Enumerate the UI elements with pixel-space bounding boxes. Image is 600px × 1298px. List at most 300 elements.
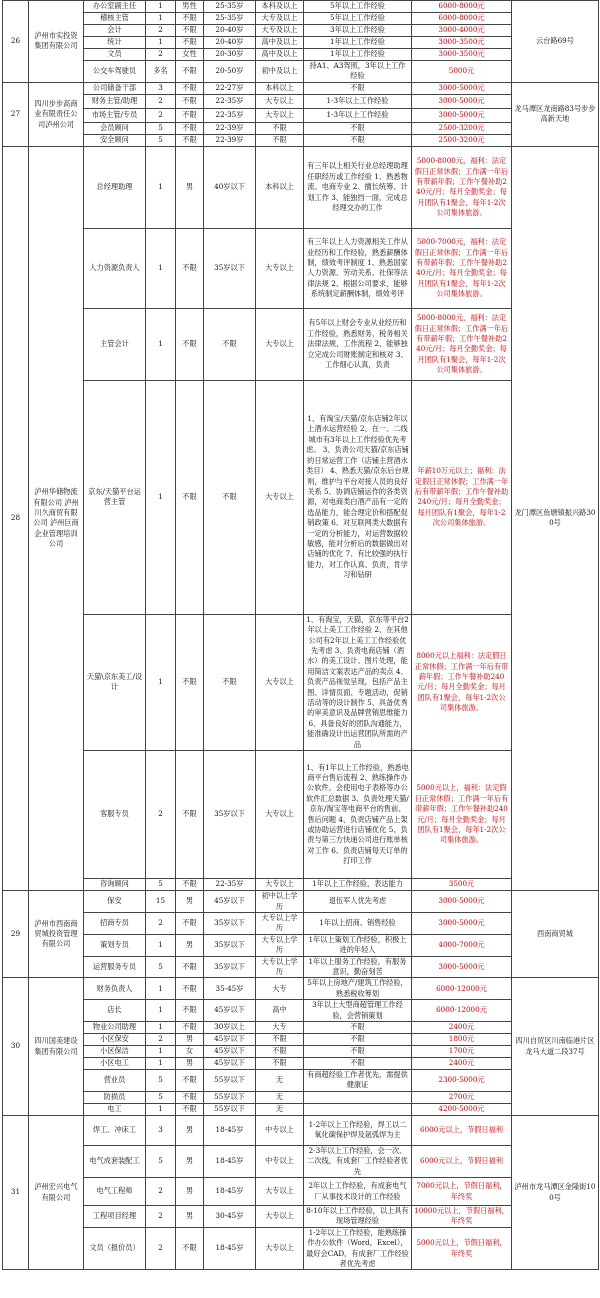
gender-requirement: 不限 <box>176 1091 204 1103</box>
hire-count: 1 <box>146 934 176 956</box>
age-requirement: 20-50岁 <box>204 61 256 83</box>
salary-benefits: 3000-4000元 <box>412 25 512 37</box>
company-name: 泸州市西南商贸城投资管理有限公司 <box>29 891 84 978</box>
salary-benefits: 3000-3500元 <box>412 37 512 49</box>
job-requirement: 退伍军人优先考虑 <box>304 891 412 913</box>
table-row <box>3 82 599 94</box>
company-name: 四川国美建设集团有限公司 <box>29 978 84 1115</box>
salary-benefits: 10000元以上，节假日福利，年终奖 <box>412 1206 512 1228</box>
gender-requirement: 不限 <box>176 94 204 108</box>
job-requirement: 1-2年以上工作经验，焊工以二氧化碳保护焊及氩弧焊为主 <box>304 1115 412 1145</box>
table-row <box>3 228 599 308</box>
salary-benefits: 1800元 <box>412 1033 512 1045</box>
salary-benefits: 8000元以上福利：法定假日正常休假；工作满一年后有带薪年假；工作午餐补助240元/月；每月全勤奖金；每月团队有1聚会，每年1-2次公司集体旅游。 <box>412 614 512 750</box>
table-row <box>3 879 599 891</box>
age-requirement: 22-39岁 <box>204 134 256 146</box>
hire-count: 2 <box>146 25 176 37</box>
job-requirement: 5年以上工作经验 <box>304 1 412 13</box>
job-title: 焊工、冲床工 <box>84 1115 146 1145</box>
salary-benefits: 3000-5000元 <box>412 108 512 122</box>
gender-requirement: 不限 <box>176 308 204 380</box>
table-row <box>3 934 599 956</box>
job-requirement: 3年以上工作经验 <box>304 25 412 37</box>
gender-requirement: 女 <box>176 1045 204 1057</box>
gender-requirement: 不限 <box>176 37 204 49</box>
salary-benefits: 3000-5000元 <box>412 891 512 913</box>
age-requirement: 18-45岁 <box>204 1227 256 1270</box>
job-requirement: 不限 <box>304 82 412 94</box>
job-title: 天猫\京东美工/设计 <box>84 614 146 750</box>
table-row <box>3 978 599 1000</box>
company-address: 龙马潭区龙南路83号步步高新天地 <box>512 82 599 146</box>
education-requirement: 大专以上 <box>256 308 304 380</box>
salary-benefits: 6000-12000元 <box>412 1000 512 1022</box>
salary-benefits: 2400元 <box>412 1057 512 1069</box>
education-requirement: 无 <box>256 1103 304 1115</box>
hire-count: 1 <box>146 1 176 13</box>
job-requirement <box>304 1091 412 1103</box>
company-address: 龙门潭区鱼塘镇振兴路300号 <box>512 146 599 890</box>
table-row <box>3 49 599 61</box>
salary-benefits: 6000-8000元 <box>412 13 512 25</box>
job-requirement: 1-2年以上工作经验，能熟练操作办公软件（Word，Excel），最好会CAD，有成套厂工作经验者优先考虑 <box>304 1227 412 1270</box>
table-row <box>3 134 599 146</box>
hire-count: 2 <box>146 108 176 122</box>
education-requirement: 大专及以上 <box>256 25 304 37</box>
table-row <box>3 1206 599 1228</box>
hire-count: 5 <box>146 134 176 146</box>
job-title: 运营服务专员 <box>84 956 146 978</box>
age-requirement: 30岁以上 <box>204 1021 256 1033</box>
table-row <box>3 37 599 49</box>
gender-requirement: 男 <box>176 1145 204 1177</box>
job-requirement: 1-3年以上工作经验 <box>304 108 412 122</box>
hire-count: 2 <box>146 1227 176 1270</box>
job-requirement: 2年以上工作经验，有成套电气厂从事技术设计的工作经验 <box>304 1178 412 1206</box>
hire-count: 1 <box>146 13 176 25</box>
age-requirement: 55岁以下 <box>204 1103 256 1115</box>
job-title: 人力资源负责人 <box>84 228 146 308</box>
salary-benefits: 年薪10万元以上；福利：法定假日正常休假；工作满一年后有带薪年假；工作午餐补助240元/月；每月全勤奖金；每月团队有1聚会，每年1-2次公司集体旅游。 <box>412 380 512 614</box>
education-requirement: 中专以上 <box>256 1145 304 1177</box>
hire-count: 3 <box>146 1115 176 1145</box>
age-requirement: 30-45岁 <box>204 1206 256 1228</box>
table-row <box>3 122 599 134</box>
job-title: 店长 <box>84 1000 146 1022</box>
company-number: 27 <box>3 82 29 146</box>
education-requirement: 大专以上 <box>256 108 304 122</box>
job-requirement <box>304 1103 412 1115</box>
age-requirement: 35岁以下 <box>204 912 256 934</box>
job-requirement: 1年以上工作经验 <box>304 37 412 49</box>
job-requirement: 1年以上招商、销售经验 <box>304 912 412 934</box>
hire-count: 2 <box>146 1206 176 1228</box>
hire-count: 2 <box>146 1033 176 1045</box>
gender-requirement: 不限 <box>176 956 204 978</box>
job-requirement: 不限 <box>304 134 412 146</box>
education-requirement: 中专以上 <box>256 1115 304 1145</box>
company-name: 泸州市实投资集团有限公司 <box>29 1 84 83</box>
age-requirement: 20-40岁 <box>204 25 256 37</box>
table-row <box>3 61 599 83</box>
company-number: 26 <box>3 1 29 83</box>
gender-requirement: 男 <box>176 146 204 228</box>
salary-benefits: 3000-5000元 <box>412 912 512 934</box>
job-title: 小区保洁 <box>84 1045 146 1057</box>
table-row <box>3 1021 599 1033</box>
education-requirement: 初中以上学历 <box>256 891 304 913</box>
job-title: 保安 <box>84 891 146 913</box>
hire-count: 1 <box>146 380 176 614</box>
gender-requirement: 女性 <box>176 49 204 61</box>
job-title: 策划专员 <box>84 934 146 956</box>
salary-benefits: 2300-5000元 <box>412 1069 512 1091</box>
education-requirement: 大专以上 <box>256 94 304 108</box>
gender-requirement: 男 <box>176 1206 204 1228</box>
gender-requirement: 不限 <box>176 912 204 934</box>
education-requirement: 大专 <box>256 1021 304 1033</box>
hire-count: 1 <box>146 1057 176 1069</box>
age-requirement: 45岁以下 <box>204 1057 256 1069</box>
company-address: 四川自贸区川南临港片区龙马大道二段37号 <box>512 978 599 1115</box>
age-requirement: 22-35岁 <box>204 879 256 891</box>
job-title: 咨询顾问 <box>84 879 146 891</box>
age-requirement: 22-35岁 <box>204 108 256 122</box>
table-row <box>3 614 599 750</box>
job-title: 工程项目经理 <box>84 1206 146 1228</box>
gender-requirement: 不限 <box>176 978 204 1000</box>
gender-requirement: 不限 <box>176 1021 204 1033</box>
job-title: 文员 <box>84 49 146 61</box>
education-requirement: 大专以上 <box>256 879 304 891</box>
salary-benefits: 4000-7000元 <box>412 934 512 956</box>
table-row <box>3 1178 599 1206</box>
age-requirement: 25-35岁 <box>204 1 256 13</box>
age-requirement: 不限 <box>204 308 256 380</box>
gender-requirement: 男 <box>176 1033 204 1045</box>
salary-benefits: 2400元 <box>412 1021 512 1033</box>
job-title: 防损员 <box>84 1091 146 1103</box>
table-row <box>3 25 599 37</box>
hire-count: 5 <box>146 1091 176 1103</box>
job-requirement: 2-3年以上工作经验，会一次、二次线，有成套厂工作经验者优先 <box>304 1145 412 1177</box>
gender-requirement: 不限 <box>176 1000 204 1022</box>
job-requirement: 1年以上工作经验，表达能力 <box>304 879 412 891</box>
age-requirement: 不限 <box>204 380 256 614</box>
job-title: 办公室副主任 <box>84 1 146 13</box>
table-row <box>3 912 599 934</box>
hire-count: 多名 <box>146 61 176 83</box>
job-requirement: 1、有淘宝/天猫/京东店铺2年以上酒水运营经验 2、在一、二线城市有3年以上工作经验优先考虑。 3、负责公司天猫/京东店铺的日常运营工作（店铺主营酒水类目） 4、熟悉天猫/京东后台规则，维护与平台对接人员的良好关系 5、协调店铺运作的各类资源，对电商类白酒产品有一定的选品能力，能合理定价和搭配促销政策 6、对互联网类大数据有一定的分析能力，对运营数据较敏感，能对分析后的数据做出对店铺的优化 7、有比较强的执行能力，对工作认真、负责，肯学习和钻研 <box>304 380 412 614</box>
job-requirement: 1年以上工作经验 <box>304 49 412 61</box>
table-row <box>3 956 599 978</box>
job-title: 客服专员 <box>84 751 146 879</box>
job-requirement: 1、有淘宝，天猫，京东等平台2年以上美工工作经验 2、在其他公司有2年以上美工工作经验优先考虑 3、负责电商店铺（酒水）的美工设计、图片处理，能用简洁文案表达产品的卖点 4、负责产品视觉呈现，包括产品主图、详情页面、专题活动，促销活动等的设计制作 5、具备优秀的审美意识及品牌营销思维能力 6、具备良好的团队沟通能力，能准确设计出运营团队所需的产品 <box>304 614 412 750</box>
job-title: 小区保安 <box>84 1033 146 1045</box>
job-requirement: 有三年以上人力资源相关工作从业经历和工作经验，熟悉薪酬体制，绩效考评制度 1、熟悉国家人力资源、劳动关系、社保等法律法规 2、根据公司要求，能够系统制定薪酬体制，绩效考评 <box>304 228 412 308</box>
job-title: 小区电工 <box>84 1057 146 1069</box>
gender-requirement: 不限 <box>176 1103 204 1115</box>
salary-benefits: 7000元以上，节假日福利，年终奖 <box>412 1178 512 1206</box>
table-row <box>3 1103 599 1115</box>
salary-benefits: 3000-5000元 <box>412 956 512 978</box>
salary-benefits: 3000-5000元 <box>412 94 512 108</box>
job-title: 文员（报价员） <box>84 1227 146 1270</box>
salary-benefits: 6000-12000元 <box>412 978 512 1000</box>
company-number: 29 <box>3 891 29 978</box>
gender-requirement: 男 <box>176 891 204 913</box>
job-title: 市场主管/专员 <box>84 108 146 122</box>
age-requirement: 35-45岁 <box>204 978 256 1000</box>
job-requirement: 不限 <box>304 1021 412 1033</box>
gender-requirement: 男 <box>176 1178 204 1206</box>
education-requirement: 不限 <box>256 1033 304 1045</box>
job-requirement: 不限 <box>304 1057 412 1069</box>
job-requirement: 不限 <box>304 122 412 134</box>
age-requirement: 22-39岁 <box>204 122 256 134</box>
hire-count: 1 <box>146 308 176 380</box>
age-requirement: 18-45岁 <box>204 1178 256 1206</box>
job-title: 京东/天猫平台运营主管 <box>84 380 146 614</box>
job-title: 财务主管/助理 <box>84 94 146 108</box>
job-requirement: 不限 <box>304 1033 412 1045</box>
table-row <box>3 380 599 614</box>
age-requirement: 55岁以下 <box>204 1069 256 1091</box>
job-title: 物业公司助理 <box>84 1021 146 1033</box>
gender-requirement: 不限 <box>176 1069 204 1091</box>
job-title: 电气成套装配工 <box>84 1145 146 1177</box>
hire-count: 5 <box>146 956 176 978</box>
hire-count: 15 <box>146 891 176 913</box>
salary-benefits: 5000-7000元，福利：法定假日正常休假；工作满一年后有带薪年假；工作午餐补助240元/月；每月全勤奖金；每月团队有1聚会，每年1-2次公司集体旅游。 <box>412 228 512 308</box>
job-requirement: 1年以上服务工作经验，有服务意识，勤奋刻苦 <box>304 956 412 978</box>
gender-requirement: 不限 <box>176 61 204 83</box>
hire-count: 2 <box>146 912 176 934</box>
salary-benefits: 5000元 <box>412 61 512 83</box>
table-row <box>3 1227 599 1270</box>
age-requirement: 45岁以下 <box>204 891 256 913</box>
job-requirement: 有5年以上财会专业从业经历和工作经验，熟悉财务、税务相关法律法规，工作流程 2、能够独立完成公司财账制定和核对 3、工作细心认真，负责 <box>304 308 412 380</box>
job-title: 统计 <box>84 37 146 49</box>
age-requirement: 25-35岁 <box>204 13 256 25</box>
job-title: 总经理助理 <box>84 146 146 228</box>
salary-benefits: 2700元 <box>412 1091 512 1103</box>
job-requirement: 1、有1年以上工作经验，熟悉电商平台售后流程 2、熟练操作办公软件，会使用电子表格等办公软件汇总数据 3、负责处理天猫/京东/淘宝等电商平台的售前、售后问题 4、负责店铺产品上架或协助运营进行店铺优化 5、负责与第三方快递公司进行账单核对工作 6、负责店铺每天订单的打印工作 <box>304 751 412 879</box>
hire-count: 5 <box>146 1069 176 1091</box>
hire-count: 2 <box>146 49 176 61</box>
job-title: 稽核主管 <box>84 13 146 25</box>
education-requirement: 无 <box>256 1091 304 1103</box>
education-requirement: 大专以上学历 <box>256 934 304 956</box>
hire-count: 1 <box>146 978 176 1000</box>
table-row <box>3 751 599 879</box>
hire-count: 1 <box>146 1103 176 1115</box>
gender-requirement: 不限 <box>176 82 204 94</box>
salary-benefits: 5000-8000元，福利：法定假日正常休假；工作满一年后有带薪年假；工作午餐补助240元/月；每月全勤奖金；每月团队有1聚会，每年1-2次公司集体旅游。 <box>412 146 512 228</box>
hire-count: 5 <box>146 879 176 891</box>
job-title: 电工 <box>84 1103 146 1115</box>
age-requirement: 45岁以下 <box>204 1045 256 1057</box>
gender-requirement: 不限 <box>176 614 204 750</box>
gender-requirement: 不限 <box>176 879 204 891</box>
hire-count: 1 <box>146 1045 176 1057</box>
education-requirement: 本科以上 <box>256 146 304 228</box>
age-requirement: 35岁以下 <box>204 956 256 978</box>
education-requirement: 不限 <box>256 134 304 146</box>
gender-requirement: 不限 <box>176 13 204 25</box>
salary-benefits: 5000元以上，节假日福利，年终奖 <box>412 1227 512 1270</box>
salary-benefits: 3000-3500元 <box>412 49 512 61</box>
age-requirement: 22-27岁 <box>204 82 256 94</box>
education-requirement: 不限 <box>256 122 304 134</box>
education-requirement: 大专以上 <box>256 380 304 614</box>
table-row <box>3 891 599 913</box>
table-row <box>3 1 599 13</box>
education-requirement: 高中及以上 <box>256 37 304 49</box>
education-requirement: 无 <box>256 1069 304 1091</box>
job-requirement: 有三年以上相关行业总经理助理任职经历或工作经验 1、熟悉物流、电商专业 2、擅长统筹、计划工作 3、能独挡一面，完成总经理交办的工作 <box>304 146 412 228</box>
job-title: 公交车驾驶员 <box>84 61 146 83</box>
job-title: 主管会计 <box>84 308 146 380</box>
table-row <box>3 94 599 108</box>
table-row <box>3 1115 599 1145</box>
age-requirement: 22-35岁 <box>204 94 256 108</box>
education-requirement: 高中及以上 <box>256 49 304 61</box>
job-requirement: 1-3年以上工作经验 <box>304 94 412 108</box>
hire-count: 1 <box>146 1000 176 1022</box>
table-row <box>3 1057 599 1069</box>
company-number: 30 <box>3 978 29 1115</box>
education-requirement: 大专以上 <box>256 1178 304 1206</box>
job-listing-table <box>2 0 599 1270</box>
age-requirement: 35岁以下 <box>204 751 256 879</box>
gender-requirement: 不限 <box>176 25 204 37</box>
education-requirement: 不限 <box>256 1057 304 1069</box>
age-requirement: 20-30岁 <box>204 49 256 61</box>
table-row <box>3 13 599 25</box>
company-number: 28 <box>3 146 29 890</box>
table-row <box>3 146 599 228</box>
salary-benefits: 1700元 <box>412 1045 512 1057</box>
hire-count: 1 <box>146 614 176 750</box>
hire-count: 2 <box>146 1178 176 1206</box>
gender-requirement: 不限 <box>176 751 204 879</box>
gender-requirement: 不限 <box>176 122 204 134</box>
job-title: 营业员 <box>84 1069 146 1091</box>
job-requirement: 1年以上策划工作经验，积极上进的年轻人 <box>304 934 412 956</box>
gender-requirement: 男 <box>176 1057 204 1069</box>
gender-requirement: 不限 <box>176 228 204 308</box>
salary-benefits: 6000-8000元 <box>412 1 512 13</box>
table-row <box>3 1069 599 1091</box>
gender-requirement: 不限 <box>176 134 204 146</box>
job-requirement: 8-10年以上工作经验，以上具有现场管理经验 <box>304 1206 412 1228</box>
hire-count: 5 <box>146 1145 176 1177</box>
job-title: 电气工程师 <box>84 1178 146 1206</box>
job-title: 财务负责人 <box>84 978 146 1000</box>
gender-requirement: 男 <box>176 934 204 956</box>
salary-benefits: 2500-3200元 <box>412 134 512 146</box>
table-row <box>3 108 599 122</box>
table-row <box>3 1145 599 1177</box>
hire-count: 1 <box>146 146 176 228</box>
company-address: 泸州市龙马潭区金隆街100号 <box>512 1115 599 1270</box>
gender-requirement: 不限 <box>176 380 204 614</box>
job-requirement: 3年以上大型商超管理工作经验，会营销策划 <box>304 1000 412 1022</box>
company-name: 泸州华储物流有限公司 泸州川久商贸有限公司 泸州巨商企业管理培训公司 <box>29 146 84 890</box>
company-number: 31 <box>3 1115 29 1270</box>
salary-benefits: 3500元 <box>412 879 512 891</box>
job-title: 安全顾问 <box>84 134 146 146</box>
job-requirement: 有商超经验工作者优先，需提供健康证 <box>304 1069 412 1091</box>
company-address: 西南商贸城 <box>512 891 599 978</box>
company-address: 云台路69号 <box>512 1 599 83</box>
salary-benefits: 5000-8000元，福利：法定假日正常休假；工作满一年后有带薪年假；工作午餐补助240元/月；每月全勤奖金；每月团队有1聚会，每年1-2次公司集体旅游。 <box>412 308 512 380</box>
job-title: 会计 <box>84 25 146 37</box>
education-requirement: 大专以上 <box>256 614 304 750</box>
age-requirement: 35岁以下 <box>204 934 256 956</box>
age-requirement: 45岁以下 <box>204 1000 256 1022</box>
company-name: 四川步步高商业有限责任公司泸州公司 <box>29 82 84 146</box>
education-requirement: 大专 <box>256 978 304 1000</box>
salary-benefits: 3000-5000元 <box>412 82 512 94</box>
education-requirement: 大专以上 <box>256 751 304 879</box>
age-requirement: 55岁以下 <box>204 1091 256 1103</box>
table-row <box>3 308 599 380</box>
age-requirement: 不限 <box>204 614 256 750</box>
age-requirement: 35岁以下 <box>204 228 256 308</box>
education-requirement: 初中及以上 <box>256 61 304 83</box>
hire-count: 1 <box>146 37 176 49</box>
education-requirement: 大专以上 <box>256 1227 304 1270</box>
age-requirement: 45岁以下 <box>204 1033 256 1045</box>
hire-count: 3 <box>146 82 176 94</box>
job-title: 会员顾问 <box>84 122 146 134</box>
salary-benefits: 2500-3200元 <box>412 122 512 134</box>
hire-count: 1 <box>146 1021 176 1033</box>
education-requirement: 大专以上学历 <box>256 956 304 978</box>
age-requirement: 20-40岁 <box>204 37 256 49</box>
gender-requirement: 男 <box>176 1115 204 1145</box>
age-requirement: 18-45岁 <box>204 1115 256 1145</box>
hire-count: 1 <box>146 228 176 308</box>
job-requirement: 不限 <box>304 1045 412 1057</box>
age-requirement: 18-45岁 <box>204 1145 256 1177</box>
table-row <box>3 1091 599 1103</box>
salary-benefits: 4200-5000元 <box>412 1103 512 1115</box>
hire-count: 2 <box>146 94 176 108</box>
hire-count: 2 <box>146 751 176 879</box>
job-requirement: 5年以上工作经验 <box>304 13 412 25</box>
job-requirement: 5年以上房地产/建筑工作经验，熟悉税收筹划 <box>304 978 412 1000</box>
age-requirement: 40岁以下 <box>204 146 256 228</box>
company-name: 泸州宏兴电气有限公司 <box>29 1115 84 1270</box>
education-requirement: 大专及以上 <box>256 13 304 25</box>
education-requirement: 本科以上 <box>256 82 304 94</box>
table-row <box>3 1000 599 1022</box>
gender-requirement: 不限 <box>176 1227 204 1270</box>
table-row <box>3 1033 599 1045</box>
table-row <box>3 1045 599 1057</box>
education-requirement: 高中 <box>256 1000 304 1022</box>
job-title: 公司储备干部 <box>84 82 146 94</box>
salary-benefits: 5000元以上，福利：法定假日正常休假；工作满一年后有带薪年假；工作午餐补助240元/月；每月全勤奖金；每月团队有1聚会，每年1-2次公司集体旅游。 <box>412 751 512 879</box>
job-requirement: 持A1、A3驾照，3年以上工作经验 <box>304 61 412 83</box>
job-title: 招商专员 <box>84 912 146 934</box>
education-requirement: 大专以上 <box>256 1206 304 1228</box>
education-requirement: 大专以上学历 <box>256 912 304 934</box>
gender-requirement: 男性 <box>176 1 204 13</box>
